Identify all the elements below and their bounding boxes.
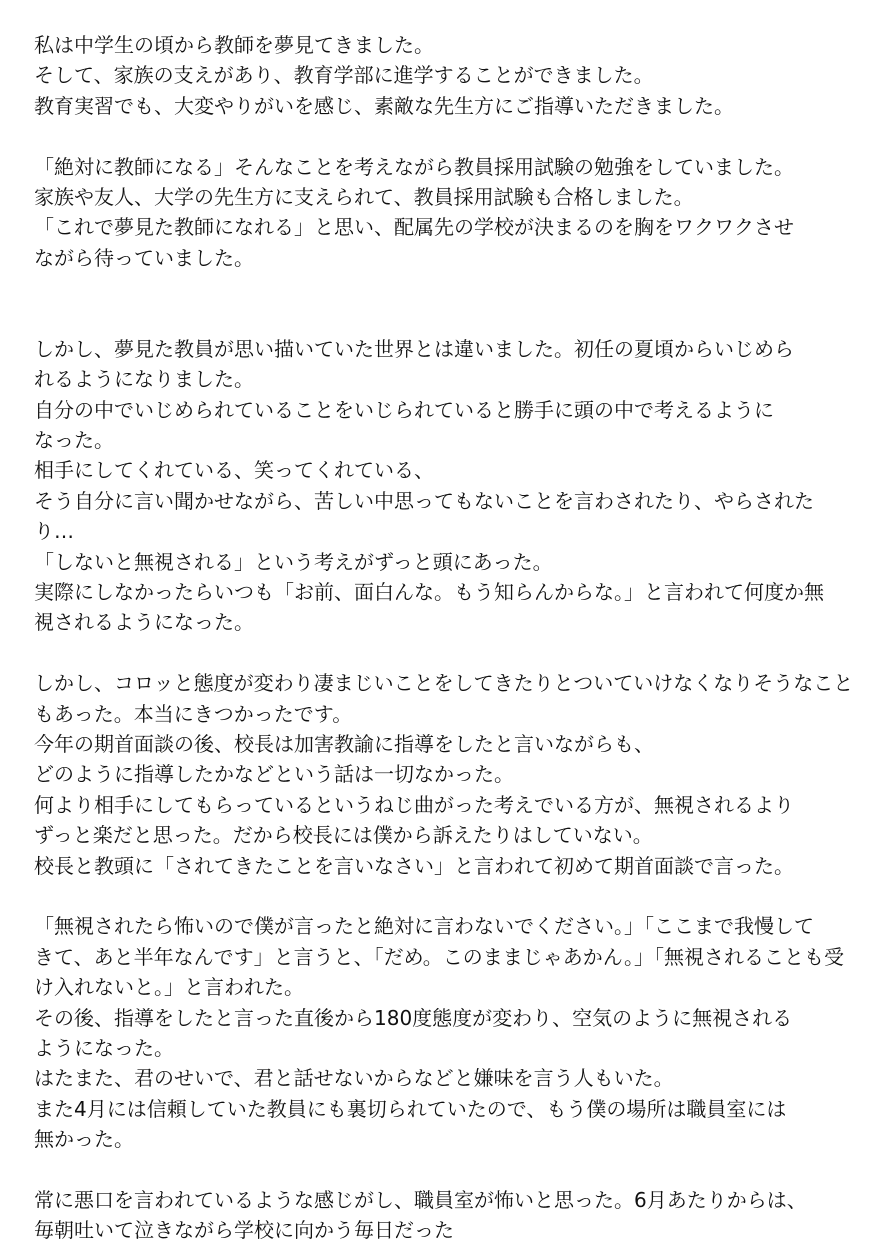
- paragraph-3: [34, 334, 864, 638]
- text-line: ながら待っていました。: [34, 245, 254, 270]
- text-line: しかし、夢見た教員が思い描いていた世界とは違いました。初任の夏頃からいじめら: [34, 336, 794, 361]
- text-line: きて、あと半年なんです」と言うと、「だめ。このままじゃあかん。」「無視されることも受: [34, 944, 844, 969]
- text-line: その後、指導をしたと言った直後から180度態度が変わり、空気のように無視される: [34, 1005, 793, 1030]
- text-line: また4月には信頼していた教員にも裏切られていたので、もう僕の場所は職員室には: [34, 1096, 787, 1121]
- text-line: り…: [34, 519, 74, 544]
- text-line: どのように指導したかなどという話は一切なかった。: [34, 762, 514, 787]
- text-line: 「絶対に教師になる」そんなことを考えながら教員採用試験の勉強をしていました。: [34, 154, 794, 179]
- text-line: そして、家族の支えがあり、教育学部に進学することができました。: [34, 63, 654, 88]
- text-line: 「しないと無視される」という考えがずっと頭にあった。: [34, 549, 553, 574]
- text-line: 実際にしなかったらいつも「お前、面白んな。もう知らんからな。」と言われて何度か無: [34, 580, 824, 605]
- text-line: はたまた、君のせいで、君と話せないからなどと嫌味を言う人もいた。: [34, 1066, 674, 1091]
- text-line: なった。: [34, 428, 114, 453]
- text-line: 自分の中でいじめられていることをいじられていると勝手に頭の中で考えるように: [34, 397, 774, 422]
- text-line: け入れないと。」と言われた。: [34, 975, 304, 1000]
- text-line: もあった。本当にきつかったです。: [34, 701, 353, 726]
- text-line: 無かった。: [34, 1127, 134, 1152]
- text-line: 「これで夢見た教師になれる」と思い、配属先の学校が決まるのを胸をワクワクさせ: [34, 215, 794, 240]
- paragraph-2: [34, 152, 864, 274]
- text-line: 家族や友人、大学の先生方に支えられて、教員採用試験も合格しました。: [34, 184, 694, 209]
- text-line: ようになった。: [34, 1035, 174, 1060]
- paragraph-6: [34, 1185, 864, 1246]
- text-line: ずっと楽だと思った。だから校長には僕から訴えたりはしていない。: [34, 823, 653, 848]
- text-line: 毎朝吐いて泣きながら学校に向かう毎日だった: [34, 1218, 454, 1243]
- text-line: 教育実習でも、大変やりがいを感じ、素敵な先生方にご指導いただきました。: [34, 93, 734, 118]
- paragraph-4: [34, 668, 864, 881]
- paragraph-spacer: [34, 273, 864, 334]
- text-line: 今年の期首面談の後、校長は加害教諭に指導をしたと言いながらも、: [34, 732, 654, 756]
- paragraph-spacer: [34, 881, 864, 911]
- text-line: 私は中学生の頃から教師を夢見てきました。: [34, 33, 434, 57]
- document-body: [34, 30, 864, 1246]
- text-line: 常に悪口を言われているような感じがし、職員室が怖いと思った。6月あたりからは、: [34, 1187, 807, 1212]
- text-line: 何より相手にしてもらっているというねじ曲がった考えでいる方が、無視されるより: [34, 792, 794, 817]
- paragraph-spacer: [34, 638, 864, 668]
- text-line: 「無視されたら怖いので僕が言ったと絶対に言わないでください。」「ここまで我慢して: [34, 914, 814, 939]
- paragraph-spacer: [34, 121, 864, 151]
- text-line: 相手にしてくれている、笑ってくれている、: [34, 458, 434, 483]
- paragraph-5: [34, 911, 864, 1154]
- text-line: しかし、コロッと態度が変わり凄まじいことをしてきたりとついていけなくなりそうなこと: [34, 671, 854, 696]
- paragraph-1: [34, 30, 864, 121]
- paragraph-spacer: [34, 1154, 864, 1184]
- text-line: 視されるようになった。: [34, 610, 254, 635]
- text-line: そう自分に言い聞かせながら、苦しい中思ってもないことを言わされたり、やらされた: [34, 488, 814, 513]
- text-line: れるようになりました。: [34, 367, 254, 392]
- text-line: 校長と教頭に「されてきたことを言いなさい」と言われて初めて期首面談で言った。: [34, 853, 794, 878]
